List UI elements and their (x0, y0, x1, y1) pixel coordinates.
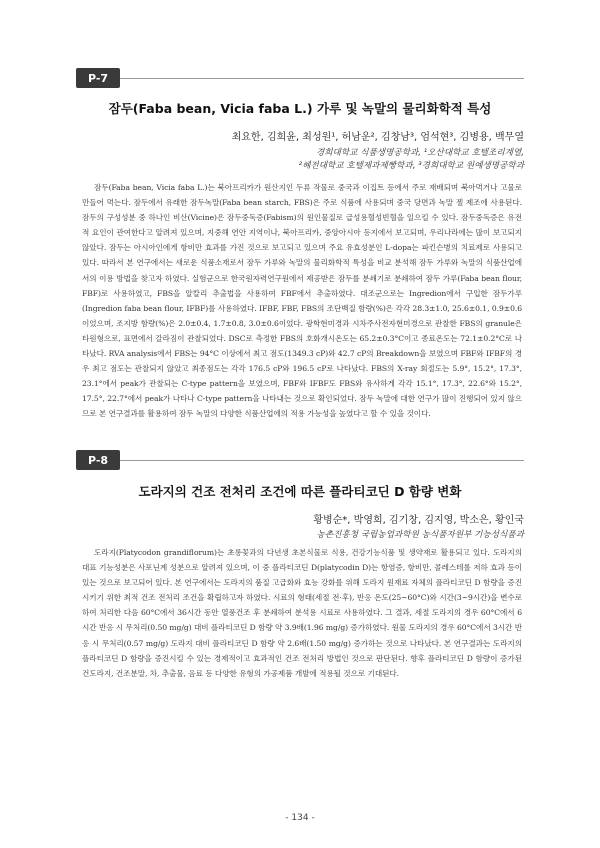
section-tag-p8: P-8 (76, 450, 120, 470)
section-authors-p7: 최요한, 김희윤, 최성원¹, 허남운², 김창남³, 엄석현³, 김병용, 백무열 (231, 132, 524, 143)
section-affiliation-p7-line2: ²혜전대학교 호텔제과제빵학과, ³경희대학교 원예생명공학과 (298, 161, 524, 171)
section-abstract-p7: 잠두(Faba bean, Vicia faba L.)는 북아프리카가 원산지인 두류 작물로 중국과 이집트 등에서 주로 재배되며 북아먹거나 고물로 만들어 먹는다. 잠두에서 유래한 잠두녹말(Faba bean starch, FBS)은 주로 식품에 사용되며 중국 당면과 녹말 젤 제조에 사용된다. 잠두의 구성성분 중 하나인 비산(Vicine)은 잠두중독증(Fabism)의 원인물질로 급성용혈성빈혈을 일으킬 수 있다. 잠두중독증은 유전적 요인이 관여한다고 알려져 있으며, 지중해 연안 지역이나, 북아프리카, 중앙아시아 등지에서 보고되며, 우리나라에는 많이 보고되지 않았다. 잠두는 아시아인에게 항비만 효과를 가진 것으로 보고되고 있으며 주요 유효성분인 L-dopa는 파킨슨병의 치료제로 사용되고 있다. 따라서 본 연구에서는 새로운 식품소재로서 잠두 가루와 녹말의 물리화학적 특성을 비교 분석해 잠두 가루와 녹말의 식품산업에서의 이용 방법을 찾고자 하였다. 실험군으로 한국원자력연구원에서 제공받은 잠두를 분쇄기로 분쇄하여 잠두 가루(Faba bean flour, FBF)로 사용하였고, FBS을 알칼리 추출법을 사용하여 FBF에서 추출하였다. 대조군으로는 Ingredion에서 구입한 잠두가루(Ingredion faba bean flour, IFBF)를 사용하였다. IFBF, FBF, FBS의 조단백질 함량(%)은 각각 28.3±1.0, 25.6±0.1, 0.9±0.6이었으며, 조지방 함량(%)은 2.0±0.4, 1.7±0.8, 3.0±0.6이었다. 광학현미경과 시차주사전자현미경으로 관찰한 FBS의 granule은 타원형으로, 표면에서 갈라짐이 관찰되었다. DSC로 측정한 FBS의 호화개시온도는 65.2±0.3°C이고 종료온도는 72.1±0.2°C로 나타났다. RVA analysis에서 FBS는 94°C 이상에서 최고 점도(1349.3 cP)와 42.7 cP의 Breakdown을 보였으며 FBF와 IFBF의 경우 최고 점도는 관찰되지 않았고 최종점도는 각각 176.5 cP와 196.5 cP로 나타났다. FBS의 X-ray 회절도는 5.9°, 15.2°, 17.3°, 23.1°에서 peak가 관찰되는 C-type pattern을 보였으며, FBF와 IFBF도 FBS와 유사하게 각각 15.1°, 17.3°, 22.6°와 15.2°, 17.5°, 22.7°에서 peak가 나타나 C-type pattern을 나타내는 것으로 확인되었다. 잠두 녹말에 대한 연구가 많이 진행되어 있지 않으므로 본 연구결과를 활용하여 잠두 녹말의 다양한 식품산업에의 적용 가능성을 높였다고 할 수 있을 것이다. (82, 183, 522, 419)
section-title-p7: 잠두(Faba bean, Vicia faba L.) 가루 및 녹말의 물리화학적 특성 (108, 101, 492, 116)
section-affiliation-p8: 농촌진흥청 국립농업과학원 농식품자원부 기능성식품과 (316, 530, 524, 540)
section-rule-p7 (120, 78, 524, 79)
page-number: - 134 - (285, 813, 315, 823)
section-rule-p8 (120, 460, 524, 461)
section-affiliation-p7-line1: 경희대학교 식품생명공학과, ¹오산대학교 호텔조리계열, (315, 148, 524, 158)
section-tag-p7: P-7 (76, 68, 120, 88)
section-title-p8: 도라지의 건조 전처리 조건에 따른 플라티코딘 D 함량 변화 (138, 484, 462, 499)
section-authors-p8: 황병순*, 박영희, 김기창, 김지영, 박소은, 황인국 (313, 515, 524, 526)
section-abstract-p8: 도라지(Platycodon grandiflorum)는 초롱꽃과의 다년생 초본식물로 식용, 건강기능식품 및 생약재로 활용되고 있다. 도라지의 대표 기능성분은 사포닌계 성분으로 알려져 있으며, 이 중 플라티코딘 D(platycodin D)는 항염증, 항비만, 콜레스테롤 저하 효과 등이 있는 것으로 보고되어 있다. 본 연구에서는 도라지의 품질 고급화와 효능 강화를 위해 도라지 원재료 자체의 플라티코딘 D 함량을 증진시키기 위한 최적 건조 전처리 조건을 확립하고자 하였다. 시료의 형태(세절 전·후), 반응 온도(25~60°C)와 시간(3~9시간)을 변수로 하여 처리한 다음 60°C에서 36시간 동안 열풍건조 후 분쇄하여 분석용 시료로 사용하였다. 그 결과, 세절 도라지의 경우 60°C에서 6시간 반응 시 무처리(0.50 mg/g) 대비 플라티코딘 D 함량 약 3.9배(1.96 mg/g) 증가하였다. 원물 도라지의 경우 60°C에서 3시간 반응 시 무처리(0.57 mg/g) 도라지 대비 플라티코딘 D 함량 약 2.6배(1.50 mg/g) 증가하는 것으로 나타났다. 본 연구결과는 도라지의 플라티코딘 D 함량을 증진시킬 수 있는 경제적이고 효과적인 건조 전처리 방법인 것으로 판단된다. 향후 플라티코딘 D 함량이 증가된 건도라지, 건조분말, 차, 추출물, 음료 등 다양한 유형의 가공제품 개발에 적용될 것으로 기대된다. (82, 548, 522, 678)
